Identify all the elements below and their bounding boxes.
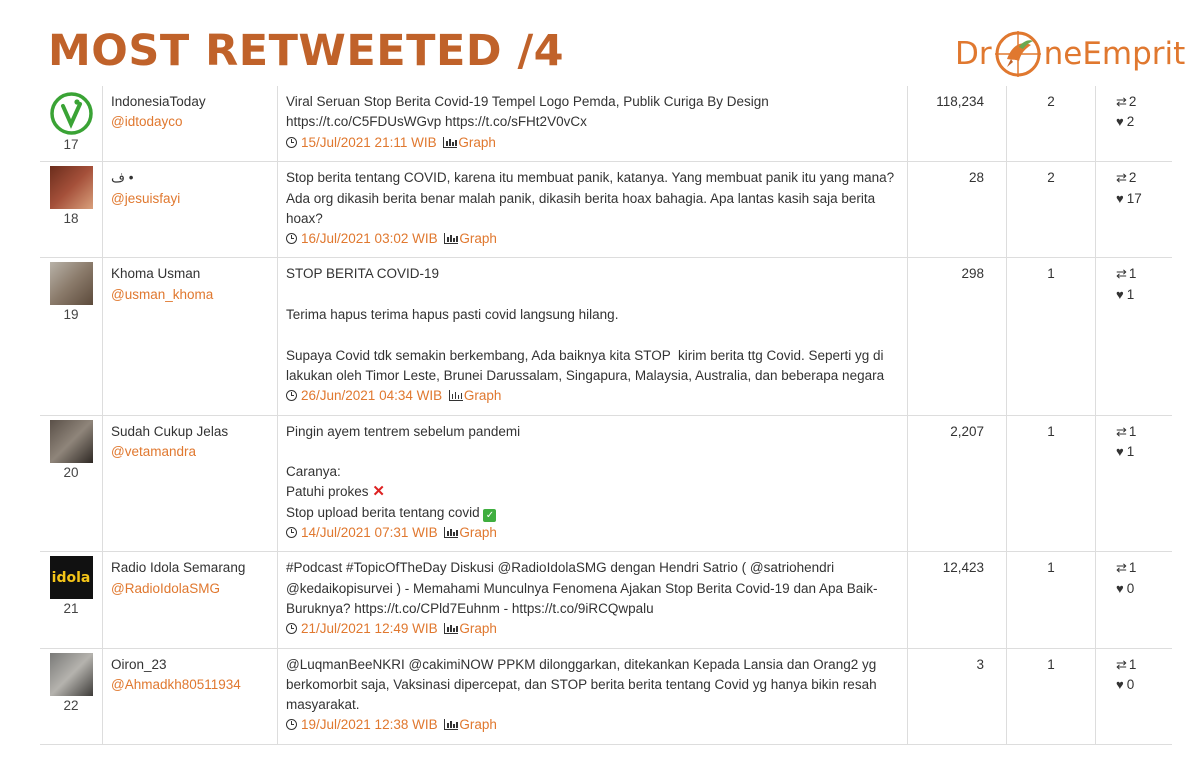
user-handle-link[interactable]: @usman_khoma — [111, 286, 214, 302]
followers-count: 2,207 — [908, 415, 1007, 552]
page-title: MOST RETWEETED /4 — [48, 26, 565, 76]
retweets-stat — [1116, 422, 1164, 442]
table-row — [40, 415, 1172, 552]
graph-link[interactable]: Graph — [458, 134, 496, 150]
tweet-time-link[interactable]: 21/Jul/2021 12:49 WIB — [301, 621, 438, 637]
clock-icon — [286, 719, 297, 730]
user-handle-link[interactable]: @jesuisfayi — [111, 190, 181, 206]
heart-icon: ♥ — [1116, 676, 1124, 692]
tweet-cell — [278, 86, 908, 162]
engagement-cell — [1096, 415, 1173, 552]
heart-icon: ♥ — [1116, 114, 1124, 130]
followers-count: 3 — [908, 648, 1007, 744]
avatar-cell — [40, 552, 103, 648]
user-avatar[interactable] — [50, 653, 93, 696]
tweet-cell — [278, 552, 908, 648]
retweet-icon: ⇄ — [1116, 656, 1127, 672]
user-avatar[interactable] — [50, 262, 93, 305]
retweets-stat — [1116, 168, 1164, 188]
rt-count: 1 — [1007, 648, 1096, 744]
rt-count: 1 — [1007, 415, 1096, 552]
rt-count: 2 — [1007, 162, 1096, 258]
avatar-logo-text: idola — [51, 569, 91, 586]
table-row — [40, 86, 1172, 162]
retweets-count: 2 — [1128, 94, 1137, 109]
heart-icon: ♥ — [1116, 443, 1124, 459]
avatar-cell — [40, 258, 103, 415]
retweets-stat — [1116, 264, 1164, 284]
tweet-time-link[interactable]: 19/Jul/2021 12:38 WIB — [301, 717, 438, 733]
user-handle-link[interactable]: @RadioIdolaSMG — [111, 580, 221, 596]
logo-text-right: neEmprit — [1043, 36, 1186, 72]
drone-logo-icon — [993, 29, 1043, 79]
tweet-meta — [286, 133, 899, 153]
retweets-stat — [1116, 92, 1164, 112]
retweets-count: 1 — [1128, 560, 1137, 576]
heart-icon: ♥ — [1116, 580, 1124, 596]
retweets-count: 2 — [1128, 170, 1137, 186]
retweet-icon: ⇄ — [1116, 266, 1127, 282]
retweet-icon: ⇄ — [1116, 94, 1127, 109]
heart-icon: ♥ — [1116, 286, 1124, 302]
radio-idola-avatar[interactable] — [50, 556, 93, 599]
cross-mark-icon: ✕ — [372, 483, 385, 501]
engagement-cell — [1096, 552, 1173, 648]
bar-chart-icon — [444, 719, 458, 730]
logo-text-left: Dr — [955, 36, 992, 72]
tweet-cell — [278, 162, 908, 258]
retweet-icon: ⇄ — [1116, 423, 1127, 439]
user-cell — [103, 258, 278, 415]
user-avatar[interactable] — [50, 420, 93, 463]
rank-number: 18 — [63, 211, 79, 227]
tweet-cell — [278, 648, 908, 744]
likes-count: 0 — [1126, 676, 1135, 692]
engagement-cell — [1096, 162, 1173, 258]
user-name: Oiron_23 — [111, 656, 167, 672]
droneemprit-logo — [955, 28, 1185, 80]
tweets-table — [40, 86, 1172, 745]
likes-count: 1 — [1126, 286, 1135, 302]
followers-count: 298 — [908, 258, 1007, 415]
clock-icon — [286, 137, 297, 148]
tweet-time-link[interactable]: 16/Jul/2021 03:02 WIB — [301, 231, 438, 247]
tweet-text: #Podcast #TopicOfTheDay Diskusi @RadioIdolaSMG dengan Hendri Satrio ( @satriohendri @kedaikopisurvei ) - Memahami Munculnya Fenomena Ajakan Stop Berita Covid-19 dan Apa Baik- Buruknya? https://t.co/CPld7Euhnm - https://t.co/9iRCQwpalu — [286, 560, 878, 616]
tweet-meta — [286, 229, 899, 249]
table-row — [40, 648, 1172, 744]
graph-link[interactable]: Graph — [459, 717, 497, 733]
tweet-text: @LuqmanBeeNKRI @cakimiNOW PPKM dilonggarkan, ditekankan Kepada Lansia dan Orang2 yg berkomorbit saja, Vaksinasi dipercepat, dan STOP berita berita tentang Covid yg hanya bikin resah masyarakat. — [286, 656, 877, 713]
tweet-text: Pingin ayem tentrem sebelum pandemi Caranya: Patuhi prokes ✕ Stop upload berita tentang covid ✓ — [286, 423, 521, 521]
engagement-cell — [1096, 648, 1173, 744]
rt-count: 2 — [1007, 86, 1096, 162]
bar-chart-icon — [444, 623, 458, 634]
clock-icon — [286, 390, 297, 401]
tweet-meta — [286, 619, 899, 639]
table-row — [40, 162, 1172, 258]
user-avatar[interactable] — [50, 166, 93, 209]
tweet-time-link[interactable]: 14/Jul/2021 07:31 WIB — [301, 525, 438, 541]
bar-chart-icon — [449, 390, 463, 401]
tweet-text: Viral Seruan Stop Berita Covid-19 Tempel Logo Pemda, Publik Curiga By Design https://t.co/C5FDUsWGvp https://t.co/sFHt2V0vCx — [286, 94, 769, 130]
likes-stat — [1116, 189, 1164, 209]
user-handle-link[interactable]: @Ahmadkh80511934 — [111, 676, 241, 692]
user-cell — [103, 552, 278, 648]
user-name: ف • — [111, 170, 134, 186]
bar-chart-icon — [444, 527, 458, 538]
rank-number: 22 — [63, 697, 79, 713]
tweet-text: Stop berita tentang COVID, karena itu membuat panik, katanya. Yang membuat panik itu yang mana? Ada org dikasih berita benar malah panik, dikasih berita hoax bahagia. Apa lantas kasih saja berita hoax? — [286, 170, 895, 226]
likes-count: 0 — [1126, 580, 1135, 596]
retweet-icon: ⇄ — [1116, 170, 1127, 186]
check-mark-icon: ✓ — [483, 509, 496, 522]
user-cell — [103, 86, 278, 162]
followers-count: 12,423 — [908, 552, 1007, 648]
user-cell — [103, 415, 278, 552]
avatar-cell — [40, 162, 103, 258]
user-handle-link[interactable]: @idtodayco — [111, 114, 183, 130]
clock-icon — [286, 527, 297, 538]
indonesiatoday-avatar[interactable] — [50, 92, 93, 135]
graph-link[interactable]: Graph — [459, 231, 497, 247]
retweet-icon: ⇄ — [1116, 560, 1127, 576]
followers-count: 118,234 — [908, 86, 1007, 162]
bar-chart-icon — [444, 233, 458, 244]
avatar-cell — [40, 648, 103, 744]
engagement-cell — [1096, 258, 1173, 415]
clock-icon — [286, 623, 297, 634]
retweets-stat — [1116, 558, 1164, 578]
tweet-meta — [286, 523, 899, 543]
likes-count: 1 — [1126, 443, 1135, 459]
engagement-cell — [1096, 86, 1173, 162]
clock-icon — [286, 233, 297, 244]
graph-link[interactable]: Graph — [463, 388, 502, 404]
user-name: Radio Idola Semarang — [111, 560, 246, 576]
rank-number: 21 — [63, 601, 79, 617]
avatar-cell — [40, 415, 103, 552]
likes-stat — [1116, 285, 1164, 305]
likes-stat — [1116, 442, 1164, 462]
likes-stat — [1116, 675, 1164, 695]
retweets-count: 1 — [1128, 423, 1137, 439]
rt-count: 1 — [1007, 552, 1096, 648]
retweets-count: 1 — [1128, 656, 1137, 672]
tweet-time-link[interactable]: 26/Jun/2021 04:34 WIB — [301, 388, 443, 404]
followers-count: 28 — [908, 162, 1007, 258]
tweet-meta — [286, 715, 899, 735]
likes-count: 2 — [1126, 114, 1135, 130]
rank-number: 17 — [63, 137, 79, 152]
table-row — [40, 258, 1172, 415]
user-name: Khoma Usman — [111, 266, 201, 282]
tweet-cell — [278, 415, 908, 552]
bar-chart-icon — [443, 137, 457, 148]
rank-number: 20 — [63, 464, 79, 480]
likes-stat — [1116, 579, 1164, 599]
user-name: IndonesiaToday — [111, 94, 206, 109]
retweets-count: 1 — [1128, 266, 1137, 282]
heart-icon: ♥ — [1116, 190, 1124, 206]
user-cell — [103, 162, 278, 258]
retweets-stat — [1116, 655, 1164, 675]
user-name: Sudah Cukup Jelas — [111, 423, 229, 439]
likes-stat — [1116, 112, 1164, 132]
tweet-text: STOP BERITA COVID-19 Terima hapus terima hapus pasti covid langsung hilang. Supaya Covid tdk semakin berkembang, Ada baiknya kita STOP kirim berita ttg Covid. Seperti yg di lakukan oleh Timor Leste, Brunei Darussalam, Singapura, Malaysia, Australia, dan beberapa negara — [286, 266, 885, 383]
tweet-meta — [286, 386, 899, 406]
tweet-time-link[interactable]: 15/Jul/2021 21:11 WIB — [301, 134, 437, 150]
graph-link[interactable]: Graph — [459, 525, 497, 541]
avatar-cell — [40, 86, 103, 162]
tweet-cell — [278, 258, 908, 415]
graph-link[interactable]: Graph — [459, 621, 497, 637]
user-cell — [103, 648, 278, 744]
rank-number: 19 — [63, 307, 79, 323]
user-handle-link[interactable]: @vetamandra — [111, 443, 196, 459]
rt-count: 1 — [1007, 258, 1096, 415]
likes-count: 17 — [1126, 190, 1142, 206]
table-row — [40, 552, 1172, 648]
